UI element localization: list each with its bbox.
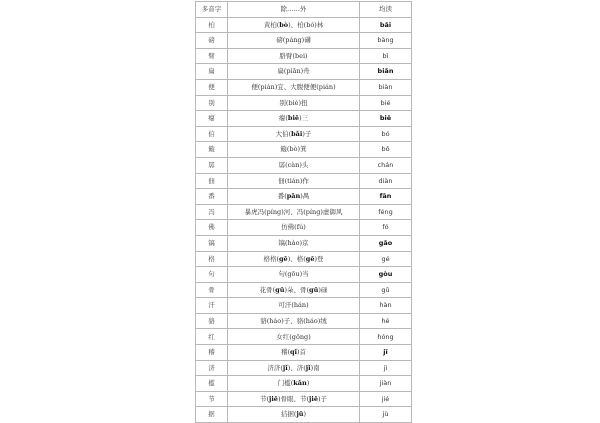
row-reading: bǎi (360, 17, 412, 33)
table-row (196, 17, 412, 33)
table-row (196, 173, 412, 189)
row-character: 瘪 (196, 111, 228, 127)
row-character: 红 (196, 329, 228, 345)
row-character: 伯 (196, 126, 228, 142)
table-row (196, 220, 412, 236)
table-row (196, 391, 412, 407)
row-exceptions: 仿佛(fú) (228, 220, 360, 236)
row-reading: jù (360, 407, 412, 423)
table-row (196, 313, 412, 329)
row-reading: jī (360, 345, 412, 361)
row-exceptions: 镐(hào)京 (228, 235, 360, 251)
table-row (196, 251, 412, 267)
row-character: 貉 (196, 313, 228, 329)
row-reading: biàn (360, 79, 412, 95)
row-exceptions: 胳臂(bei) (228, 48, 360, 64)
table-row (196, 111, 412, 127)
table-row (196, 64, 412, 80)
row-reading: jiàn (360, 376, 412, 392)
row-exceptions: 花骨(gū)朵、骨(gū)碌 (228, 282, 360, 298)
row-character: 句 (196, 267, 228, 283)
row-character: 汗 (196, 298, 228, 314)
header-exceptions: 除……外 (228, 2, 360, 18)
row-character: 磅 (196, 33, 228, 49)
row-character: 佃 (196, 173, 228, 189)
row-exceptions: 佃(tián)作 (228, 173, 360, 189)
row-reading: diàn (360, 173, 412, 189)
table-row (196, 33, 412, 49)
table-row (196, 235, 412, 251)
row-character: 骨 (196, 282, 228, 298)
row-character: 别 (196, 95, 228, 111)
row-character: 番 (196, 189, 228, 205)
row-exceptions: 暴虎冯(píng)河、冯(píng)虚御风 (228, 204, 360, 220)
table-row (196, 345, 412, 361)
row-exceptions: 簸(bò)箕 (228, 142, 360, 158)
row-character: 济 (196, 360, 228, 376)
row-reading: gòu (360, 267, 412, 283)
row-reading: fān (360, 189, 412, 205)
row-exceptions: 大伯(bǎi)子 (228, 126, 360, 142)
table-row (196, 142, 412, 158)
row-reading: féng (360, 204, 412, 220)
row-exceptions: 节(jiē)骨眼、节(jiē)子 (228, 391, 360, 407)
row-exceptions: 稽(qǐ)首 (228, 345, 360, 361)
row-exceptions: 可汗(hán) (228, 298, 360, 314)
header-row (196, 2, 412, 18)
row-character: 柏 (196, 17, 228, 33)
row-character: 便 (196, 79, 228, 95)
table-row (196, 407, 412, 423)
row-exceptions: 女红(gōng) (228, 329, 360, 345)
table-row (196, 376, 412, 392)
row-reading: biǎn (360, 64, 412, 80)
table-row (196, 95, 412, 111)
row-exceptions: 瘪(biē)三 (228, 111, 360, 127)
row-reading: jié (360, 391, 412, 407)
row-exceptions: 门槛(kǎn) (228, 376, 360, 392)
table-row (196, 157, 412, 173)
row-character: 稽 (196, 345, 228, 361)
row-reading: bàng (360, 33, 412, 49)
row-reading: hé (360, 313, 412, 329)
row-character: 簸 (196, 142, 228, 158)
row-reading: bó (360, 126, 412, 142)
row-exceptions: 济济(jǐ)、济(jǐ)南 (228, 360, 360, 376)
row-character: 格 (196, 251, 228, 267)
row-reading: bì (360, 48, 412, 64)
table-row (196, 48, 412, 64)
row-reading: biě (360, 111, 412, 127)
row-exceptions: 格格(gē)、格(gē)登 (228, 251, 360, 267)
row-reading: gǔ (360, 282, 412, 298)
header-reading: 均读 (360, 2, 412, 18)
table-row (196, 189, 412, 205)
row-reading: chán (360, 157, 412, 173)
row-reading: hóng (360, 329, 412, 345)
row-reading: jì (360, 360, 412, 376)
row-character: 佛 (196, 220, 228, 236)
row-character: 臂 (196, 48, 228, 64)
row-reading: gǎo (360, 235, 412, 251)
row-exceptions: 番(pān)禺 (228, 189, 360, 205)
row-exceptions: 黄柏(bò)、柏(bó)林 (228, 17, 360, 33)
table-row (196, 360, 412, 376)
row-character: 据 (196, 407, 228, 423)
table-row (196, 298, 412, 314)
polyphonic-character-table (195, 1, 412, 423)
row-exceptions: 磅(páng)礴 (228, 33, 360, 49)
row-character: 节 (196, 391, 228, 407)
row-exceptions: 扁(piān)舟 (228, 64, 360, 80)
row-exceptions: 便(pián)宜、大腹便便(pián) (228, 79, 360, 95)
table-row (196, 79, 412, 95)
row-character: 冯 (196, 204, 228, 220)
row-exceptions: 孱(càn)头 (228, 157, 360, 173)
row-reading: gé (360, 251, 412, 267)
row-exceptions: 别(biè)扭 (228, 95, 360, 111)
table-row (196, 329, 412, 345)
row-character: 孱 (196, 157, 228, 173)
table-row (196, 204, 412, 220)
row-character: 槛 (196, 376, 228, 392)
table-row (196, 267, 412, 283)
row-reading: bié (360, 95, 412, 111)
row-reading: bǒ (360, 142, 412, 158)
row-exceptions: 貉(háo)子、貉(háo)绒 (228, 313, 360, 329)
row-reading: hàn (360, 298, 412, 314)
header-character: 多音字 (196, 2, 228, 18)
row-character: 镐 (196, 235, 228, 251)
row-reading: fó (360, 220, 412, 236)
row-exceptions: 句(gōu)当 (228, 267, 360, 283)
row-character: 扁 (196, 64, 228, 80)
table-row (196, 126, 412, 142)
table-row (196, 282, 412, 298)
row-exceptions: 拮据(jū) (228, 407, 360, 423)
